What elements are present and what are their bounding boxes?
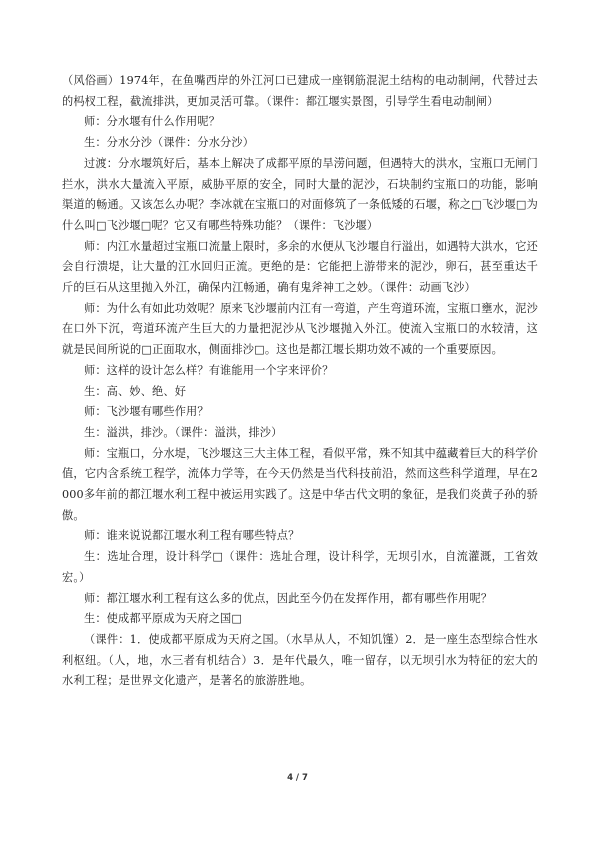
paragraph-12: 师：谁来说说都江堰水利工程有哪些特点？	[84, 529, 300, 543]
paragraph-3: 生：分水分沙（课件：分水分沙）	[84, 136, 255, 150]
paragraph-16: （课件：1．使成都平原成为天府之国。（水旱从人，不知饥馑）2．是一座生态型综合性水利枢纽。（人，地，水三者有机结合）3．是年代最久，唯一留存，以无坝引水为特征的宏大的水利工程；是世界文化遗产，是著名的旅游胜地。	[62, 632, 538, 688]
paragraph-10: 生：溢洪，排沙。（课件：溢洪，排沙）	[84, 425, 283, 439]
paragraph-2: 师：分水堰有什么作用呢？	[84, 115, 221, 129]
paragraph-11: 师：宝瓶口，分水堤，飞沙堰这三大主体工程，看似平常，殊不知其中蕴藏着巨大的科学价值，它内含系统工程学，流体力学等，在今天仍然是当代科技前沿，然而这些科学道理，早在2000多年前的都江堰水利工程中被运用实践了。这是中华古代文明的象征，是我们炎黄子孙的骄傲。	[62, 446, 538, 522]
paragraph-1: （风俗画）1974年，在鱼嘴西岸的外江河口已建成一座钢筋混泥土结构的电动制闸，代替过去的杩杈工程，截流排洪，更加灵活可靠。（课件：都江堰实景图，引导学生看电动制闸）	[62, 74, 538, 108]
paragraph-9: 师：飞沙堰有哪些作用？	[84, 405, 209, 419]
paragraph-15: 生：使成都平原成为天府之国□	[84, 612, 243, 626]
paragraph-4: 过渡：分水堰筑好后，基本上解决了成都平原的旱涝问题，但遇特大的洪水，宝瓶口无闸门拦水，洪水大量流入平原，威胁平原的安全，同时大量的泥沙，石块制约宝瓶口的功能，影响渠道的畅通。又该怎么办呢？李冰就在宝瓶口的对面修筑了一条低矮的石堰，称之□飞沙堰□为什么叫□飞沙堰□呢？它又有哪些特殊功能？（课件：飞沙堰）	[62, 156, 538, 232]
paragraph-5: 师：内江水量超过宝瓶口流量上限时，多余的水便从飞沙堰自行溢出，如遇特大洪水，它还会自行溃堤，让大量的江水回归正流。更绝的是：它能把上游带来的泥沙，卵石，甚至重达千斤的巨石从这里抛入外江，确保内江畅通，确有鬼斧神工之妙。（课件：动画飞沙）	[62, 239, 538, 295]
paragraph-7: 师：这样的设计怎么样？有谁能用一个字来评价？	[84, 363, 334, 377]
paragraph-6: 师：为什么有如此功效呢？原来飞沙堰前内江有一弯道，产生弯道环流，宝瓶口壅水，泥沙在口外下沉，弯道环流产生巨大的力量把泥沙从飞沙堰抛入外江。使流入宝瓶口的水较清，这就是民间所说的□正面取水，侧面排沙□。这也是都江堰长期功效不减的一个重要原因。	[62, 301, 538, 357]
paragraph-14: 师：都江堰水利工程有这么多的优点，因此至今仍在发挥作用，都有哪些作用呢？	[84, 591, 493, 605]
paragraph-13: 生：选址合理，设计科学□（课件：选址合理，设计科学，无坝引水，自流灌溉，工省效宏。）	[62, 550, 538, 584]
page-number: 4 / 7	[287, 773, 308, 783]
document-body	[62, 71, 538, 692]
paragraph-8: 生：高、妙、绝、好	[84, 384, 187, 398]
